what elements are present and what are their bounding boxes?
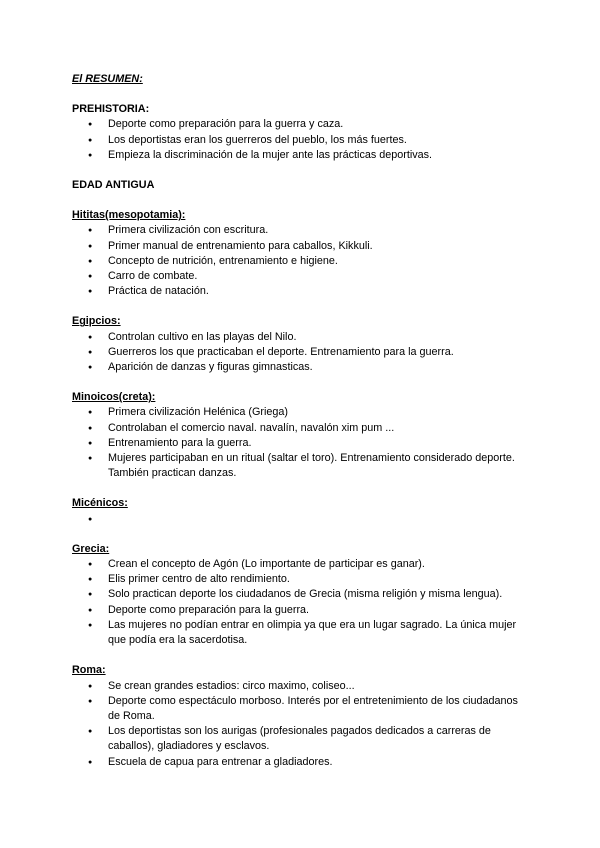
bullet-item: ● Carro de combate. — [72, 269, 532, 284]
bullet-list-grecia — [72, 557, 532, 648]
section-heading-prehistoria: PREHISTORIA: — [72, 103, 150, 116]
bullet-item: ● Solo practican deporte los ciudadanos de Grecia (misma religión y misma lengua). — [72, 587, 532, 602]
section-gap — [72, 193, 532, 208]
section-prehistoria — [72, 102, 532, 163]
bullet-list-minoicos — [72, 405, 532, 481]
bullet-list-egipcios — [72, 330, 532, 376]
section-edad-antigua — [72, 178, 532, 193]
bullet-list-micenicos — [72, 512, 532, 527]
section-gap — [72, 527, 532, 542]
sections-container — [72, 102, 532, 770]
bullet-item: ● Empieza la discriminación de la mujer ante las prácticas deportivas. — [72, 148, 532, 163]
bullet-item: ● Se crean grandes estadios: circo maximo, coliseo... — [72, 679, 532, 694]
section-egipcios — [72, 314, 532, 375]
bullet-item: ● Guerreros los que practicaban el deporte. Entrenamiento para la guerra. — [72, 345, 532, 360]
bullet-item: ● Deporte como preparación para la guerra y caza. — [72, 117, 532, 132]
bullet-item: ● Controlaban el comercio naval. navalín, navalón xim pum ... — [72, 421, 532, 436]
bullet-item: ● Aparición de danzas y figuras gimnasticas. — [72, 360, 532, 375]
section-minoicos — [72, 390, 532, 481]
document-title: El RESUMEN: — [72, 73, 143, 85]
document-content — [72, 72, 532, 770]
section-gap — [72, 648, 532, 663]
bullet-item — [72, 512, 532, 527]
bullet-item: ● Controlan cultivo en las playas del Nilo. — [72, 330, 532, 345]
bullet-item: ● Crean el concepto de Agón (Lo importante de participar es ganar). — [72, 557, 532, 572]
section-heading-hititas: Hititas(mesopotamia): — [72, 209, 186, 222]
section-heading-grecia: Grecia: — [72, 542, 110, 555]
bullet-item: ● Práctica de natación. — [72, 284, 532, 299]
section-hititas — [72, 208, 532, 299]
section-gap — [72, 299, 532, 314]
bullet-item: ● Escuela de capua para entrenar a gladiadores. — [72, 755, 532, 770]
bullet-list-prehistoria — [72, 117, 532, 163]
bullet-item: ● Las mujeres no podían entrar en olimpia ya que era un lugar sagrado. La única mujer que podía era la sacerdotisa. — [72, 618, 532, 648]
bullet-item: ● Primer manual de entrenamiento para caballos, Kikkuli. — [72, 239, 532, 254]
section-micenicos — [72, 496, 532, 526]
bullet-item: ● Los deportistas eran los guerreros del pueblo, los más fuertes. — [72, 133, 532, 148]
bullet-item: ● Los deportistas son los aurigas (profesionales pagados dedicados a carreras de caballos), gladiadores y esclavos. — [72, 724, 532, 754]
bullet-item: ● Primera civilización Helénica (Griega) — [72, 405, 532, 420]
section-heading-roma: Roma: — [72, 664, 106, 677]
section-heading-edad-antigua: EDAD ANTIGUA — [72, 179, 155, 192]
bullet-list-roma — [72, 679, 532, 770]
bullet-item: ● Concepto de nutrición, entrenamiento e higiene. — [72, 254, 532, 269]
section-gap — [72, 481, 532, 496]
bullet-item: ● Primera civilización con escritura. — [72, 223, 532, 238]
bullet-item: ● Elis primer centro de alto rendimiento. — [72, 572, 532, 587]
section-roma — [72, 663, 532, 769]
section-grecia — [72, 542, 532, 648]
bullet-item: ● Deporte como preparación para la guerra. — [72, 603, 532, 618]
bullet-item: ● Entrenamiento para la guerra. — [72, 436, 532, 451]
bullet-list-hititas — [72, 223, 532, 299]
section-heading-micenicos: Micénicos: — [72, 497, 128, 510]
section-heading-minoicos: Minoicos(creta): — [72, 391, 156, 404]
section-heading-egipcios: Egipcios: — [72, 315, 121, 328]
section-gap — [72, 375, 532, 390]
bullet-item: ● Deporte como espectáculo morboso. Interés por el entretenimiento de los ciudadanos de Roma. — [72, 694, 532, 724]
section-gap — [72, 163, 532, 178]
bullet-item: ● Mujeres participaban en un ritual (saltar el toro). Entrenamiento considerado deporte. También practican danzas. — [72, 451, 532, 481]
